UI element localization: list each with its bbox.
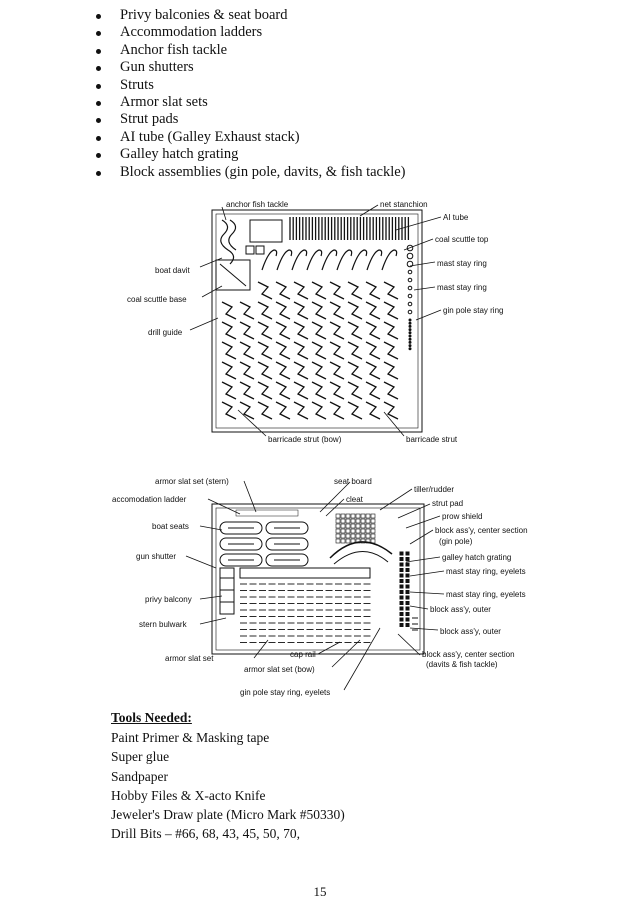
block-assembly-part [400, 591, 403, 594]
grating-cell [361, 514, 365, 518]
bullet-icon [96, 171, 101, 176]
block-assembly-part [400, 558, 403, 561]
barricade-strut-part [240, 322, 254, 339]
fret-1-outline [212, 210, 422, 432]
barricade-strut-part [330, 382, 344, 399]
label-barricade-strut: barricade strut [406, 435, 458, 444]
barricade-strut-part [384, 362, 398, 379]
block-assembly-part [400, 585, 403, 588]
label-drill-guide: drill guide [148, 328, 183, 337]
block-assembly-part [400, 552, 403, 555]
bullet-icon [96, 101, 101, 106]
grating-cell [361, 524, 365, 528]
barricade-strut-part [222, 302, 236, 319]
barricade-strut-part [294, 362, 308, 379]
barricade-strut-part [312, 282, 326, 299]
block-assembly-part [406, 558, 409, 561]
block-assembly-part [406, 580, 409, 583]
grating-cell [341, 514, 345, 518]
barricade-strut-part [384, 342, 398, 359]
grating-cell [356, 524, 360, 528]
galley-hatch-grating-part [336, 514, 375, 543]
label-coal-scuttle-top: coal scuttle top [435, 235, 489, 244]
stay-ring-part [407, 253, 413, 259]
barricade-strut-part [222, 382, 236, 399]
gun-shutter-part [240, 568, 370, 578]
barricade-strut-part [312, 342, 326, 359]
label-net-stanchion: net stanchion [380, 200, 428, 209]
barricade-strut-part [348, 402, 362, 419]
barricade-strut-part [222, 342, 236, 359]
barricade-strut-part [258, 282, 272, 299]
barricade-strut-part [348, 322, 362, 339]
block-assembly-part [400, 602, 403, 605]
grating-cell [371, 519, 375, 523]
fret-2-outline [212, 504, 424, 654]
boat-davit-part [352, 250, 367, 270]
label-block-assy-center-sub: (gin pole) [439, 537, 473, 546]
barricade-strut-part [384, 302, 398, 319]
barricade-strut-part [294, 282, 308, 299]
gin-pole-ring-part [409, 338, 411, 340]
bullet-icon [96, 84, 101, 89]
barricade-strut-part [276, 342, 290, 359]
label-mast-stay-ring-eyelets: mast stay ring, eyelets [446, 567, 526, 576]
label-boat-seats: boat seats [152, 522, 189, 531]
barricade-strut-part [240, 302, 254, 319]
label-accomodation-ladder: accomodation ladder [112, 495, 187, 504]
barricade-strut-part [366, 322, 380, 339]
grating-cell [351, 534, 355, 538]
list-item: Privy balconies & seat board [96, 7, 406, 24]
barricade-strut-part [276, 402, 290, 419]
photo-etch-fret-diagram-2 [0, 468, 640, 710]
grating-cell [356, 519, 360, 523]
barricade-strut-part [366, 382, 380, 399]
grating-cell [336, 534, 340, 538]
block-assembly-part [406, 602, 409, 605]
grating-cell [336, 519, 340, 523]
tools-needed-section [111, 708, 345, 844]
tool-item: Sandpaper [111, 768, 168, 784]
label-mast-stay-ring: mast stay ring [437, 283, 487, 292]
label-privy-balcony: privy balcony [145, 595, 192, 604]
grating-cell [366, 529, 370, 533]
barricade-strut-part [240, 402, 254, 419]
gin-pole-ring-part [409, 335, 411, 337]
parts-list [96, 7, 406, 181]
label-mast-stay-ring: mast stay ring [437, 259, 487, 268]
barricade-strut-part [294, 302, 308, 319]
grating-cell [351, 529, 355, 533]
gin-pole-ring-part [409, 345, 411, 347]
barricade-strut-part [294, 322, 308, 339]
seat-board-part [330, 542, 392, 558]
label-mast-stay-ring-eyelets: mast stay ring, eyelets [446, 590, 526, 599]
grating-cell [346, 514, 350, 518]
grating-cell [336, 524, 340, 528]
label-anchor-fish-tackle: anchor fish tackle [226, 200, 289, 209]
grating-cell [341, 539, 345, 543]
boat-davit-part [322, 250, 337, 270]
stay-ring-column [407, 245, 413, 350]
block-assembly-part [400, 569, 403, 572]
block-assembly-part [400, 596, 403, 599]
block-assembly-part [406, 596, 409, 599]
bullet-icon [96, 14, 101, 19]
label-block-assy-outer: block ass'y, outer [440, 627, 501, 636]
barricade-strut-part [366, 302, 380, 319]
label-armor-slat-set-bow: armor slat set (bow) [244, 665, 315, 674]
block-assembly-part [406, 552, 409, 555]
label-block-assy-outer: block ass'y, outer [430, 605, 491, 614]
stay-ring-part [408, 294, 412, 298]
grating-cell [356, 514, 360, 518]
barricade-strut-part [366, 402, 380, 419]
grating-cell [346, 539, 350, 543]
block-assembly-part [406, 574, 409, 577]
block-assembly-part [400, 574, 403, 577]
block-assembly-part [400, 563, 403, 566]
grating-cell [346, 524, 350, 528]
label-seat-board: seat board [334, 477, 372, 486]
stay-ring-part [408, 310, 412, 314]
stay-ring-part [408, 278, 412, 282]
grating-cell [346, 534, 350, 538]
grating-cell [366, 514, 370, 518]
barricade-strut-part [330, 302, 344, 319]
list-item: Anchor fish tackle [96, 42, 406, 59]
grating-cell [366, 534, 370, 538]
bullet-icon [96, 66, 101, 71]
label-gun-shutter: gun shutter [136, 552, 177, 561]
bullet-icon [96, 31, 101, 36]
list-item: Accommodation ladders [96, 24, 406, 41]
block-assembly-part [406, 569, 409, 572]
barricade-strut-part [384, 322, 398, 339]
label-boat-davit: boat davit [155, 266, 190, 275]
list-item: Block assemblies (gin pole, davits, & fish tackle) [96, 164, 406, 181]
grating-cell [351, 519, 355, 523]
block-assembly-part [406, 613, 409, 616]
barricade-strut-part [294, 402, 308, 419]
barricade-strut-part [276, 322, 290, 339]
barricade-strut-part [240, 362, 254, 379]
barricade-strut-part [240, 382, 254, 399]
label-block-assy-center-davits: block ass'y, center section [422, 650, 515, 659]
list-item: Struts [96, 77, 406, 94]
barricade-strut-part [330, 322, 344, 339]
fret-2-drawing [0, 468, 640, 710]
block-assembly-part [406, 624, 409, 627]
barricade-strut-part [222, 362, 236, 379]
label-prow-shield: prow shield [442, 512, 483, 521]
label-cleat: cleat [346, 495, 363, 504]
block-assembly-part [400, 580, 403, 583]
grating-cell [361, 529, 365, 533]
photo-etch-fret-diagram-1 [0, 190, 640, 455]
barricade-strut-part [330, 342, 344, 359]
grating-cell [371, 524, 375, 528]
barricade-strut-part [330, 282, 344, 299]
label-stern-bulwark: stern bulwark [139, 620, 187, 629]
gin-pole-ring-part [409, 348, 411, 350]
privy-balcony-part [220, 568, 234, 614]
label-gin-pole-stay-ring: gin pole stay ring [443, 306, 504, 315]
grating-cell [336, 539, 340, 543]
boat-davit-part [292, 250, 307, 270]
barricade-strut-part [258, 302, 272, 319]
barricade-strut-part [258, 362, 272, 379]
barricade-strut-part [348, 302, 362, 319]
grating-cell [341, 534, 345, 538]
barricade-strut-part [384, 382, 398, 399]
page-number: 15 [313, 884, 327, 899]
barricade-strut-part [366, 342, 380, 359]
grating-cell [346, 519, 350, 523]
boat-davit-group [262, 250, 397, 270]
label-galley-hatch-grating: galley hatch grating [442, 553, 512, 562]
list-item: AI tube (Galley Exhaust stack) [96, 129, 406, 146]
block-assembly-part [400, 624, 403, 627]
grating-cell [361, 534, 365, 538]
tools-heading: Tools Needed: [111, 710, 192, 725]
barricade-strut-part [384, 402, 398, 419]
grating-cell [341, 519, 345, 523]
barricade-strut-part [348, 282, 362, 299]
bullet-icon [96, 118, 101, 123]
grating-cell [371, 529, 375, 533]
barricade-strut-part [276, 282, 290, 299]
label-gin-pole-stay-ring-eyelets: gin pole stay ring, eyelets [240, 688, 331, 697]
boat-davit-part [367, 250, 382, 270]
block-assembly-part [400, 607, 403, 610]
barricade-strut-part [258, 382, 272, 399]
barricade-strut-part [384, 282, 398, 299]
barricade-strut-part [366, 362, 380, 379]
barricade-strut-part [258, 322, 272, 339]
grating-cell [336, 514, 340, 518]
barricade-strut-part [276, 302, 290, 319]
tool-item: Drill Bits – #66, 68, 43, 45, 50, 70, [111, 826, 301, 842]
tool-item: Jeweler's Draw plate (Micro Mark #50330) [111, 807, 345, 823]
list-item: Armor slat sets [96, 94, 406, 111]
stay-ring-part [408, 270, 412, 274]
gin-pole-ring-part [409, 332, 411, 334]
gin-pole-ring-part [409, 341, 411, 343]
barricade-strut-grid [222, 282, 398, 419]
grating-cell [351, 514, 355, 518]
barricade-strut-part [222, 322, 236, 339]
barricade-strut-part [276, 382, 290, 399]
stay-ring-part [408, 286, 412, 290]
barricade-strut-part [366, 282, 380, 299]
ai-tube-plate [250, 220, 282, 242]
boat-davit-part [277, 250, 292, 270]
gin-pole-ring-part [409, 329, 411, 331]
grating-cell [361, 519, 365, 523]
grating-cell [356, 529, 360, 533]
gin-pole-ring-part [409, 325, 411, 327]
bullet-icon [96, 49, 101, 54]
grating-cell [371, 514, 375, 518]
label-coal-scuttle-base: coal scuttle base [127, 295, 187, 304]
barricade-strut-part [240, 342, 254, 359]
gin-pole-ring-part [409, 322, 411, 324]
fret-1-drawing [0, 190, 640, 455]
barricade-strut-part [348, 342, 362, 359]
tool-item: Hobby Files & X-acto Knife [111, 787, 266, 803]
label-cap-rail: cap rail [290, 650, 316, 659]
barricade-strut-part [348, 382, 362, 399]
grating-cell [341, 524, 345, 528]
tool-item: Paint Primer & Masking tape [111, 730, 270, 745]
boat-davit-part [307, 250, 322, 270]
barricade-strut-part [312, 382, 326, 399]
tool-item: Super glue [111, 749, 170, 765]
block-assembly-part [400, 613, 403, 616]
barricade-strut-part [258, 342, 272, 359]
boat-davit-part [337, 250, 352, 270]
barricade-strut-part [312, 402, 326, 419]
list-item: Galley hatch grating [96, 146, 406, 163]
label-armor-slat-set: armor slat set [165, 654, 214, 663]
grating-cell [366, 524, 370, 528]
bullet-icon [96, 153, 101, 158]
grating-cell [336, 529, 340, 533]
barricade-strut-part [312, 302, 326, 319]
barricade-strut-part [348, 362, 362, 379]
boat-seats-group [220, 522, 308, 566]
barricade-strut-part [330, 402, 344, 419]
barricade-strut-part [294, 382, 308, 399]
block-assembly-part [406, 585, 409, 588]
list-item: Strut pads [96, 111, 406, 128]
label-armor-slat-set-stern: armor slat set (stern) [155, 477, 229, 486]
label-ai-tube: AI tube [443, 213, 469, 222]
list-item: Gun shutters [96, 59, 406, 76]
label-block-assy-center-davits-sub: (davits & fish tackle) [426, 660, 498, 669]
stay-ring-part [408, 302, 412, 306]
gin-pole-ring-part [409, 319, 411, 321]
grating-cell [341, 529, 345, 533]
grating-cell [351, 524, 355, 528]
net-stanchion-group [290, 217, 408, 240]
block-assembly-part [406, 618, 409, 621]
anchor-fish-tackle-part [221, 220, 234, 264]
barricade-strut-part [330, 362, 344, 379]
barricade-strut-part [258, 402, 272, 419]
boat-davit-part [382, 250, 397, 270]
label-barricade-strut-bow: barricade strut (bow) [268, 435, 342, 444]
label-strut-pad: strut pad [432, 499, 464, 508]
barricade-strut-part [312, 322, 326, 339]
grating-cell [346, 529, 350, 533]
label-block-assy-center: block ass'y, center section [435, 526, 528, 535]
block-assembly-part [406, 607, 409, 610]
block-assembly-part [400, 618, 403, 621]
armor-slat-grid [240, 584, 371, 643]
grating-cell [356, 534, 360, 538]
block-assembly-part [406, 563, 409, 566]
label-tiller-rudder: tiller/rudder [414, 485, 455, 494]
grating-cell [366, 519, 370, 523]
block-assembly-column [400, 552, 418, 630]
barricade-strut-part [222, 402, 236, 419]
barricade-strut-part [312, 362, 326, 379]
block-assembly-part [406, 591, 409, 594]
barricade-strut-part [276, 362, 290, 379]
bullet-icon [96, 136, 101, 141]
grating-cell [371, 534, 375, 538]
barricade-strut-part [294, 342, 308, 359]
